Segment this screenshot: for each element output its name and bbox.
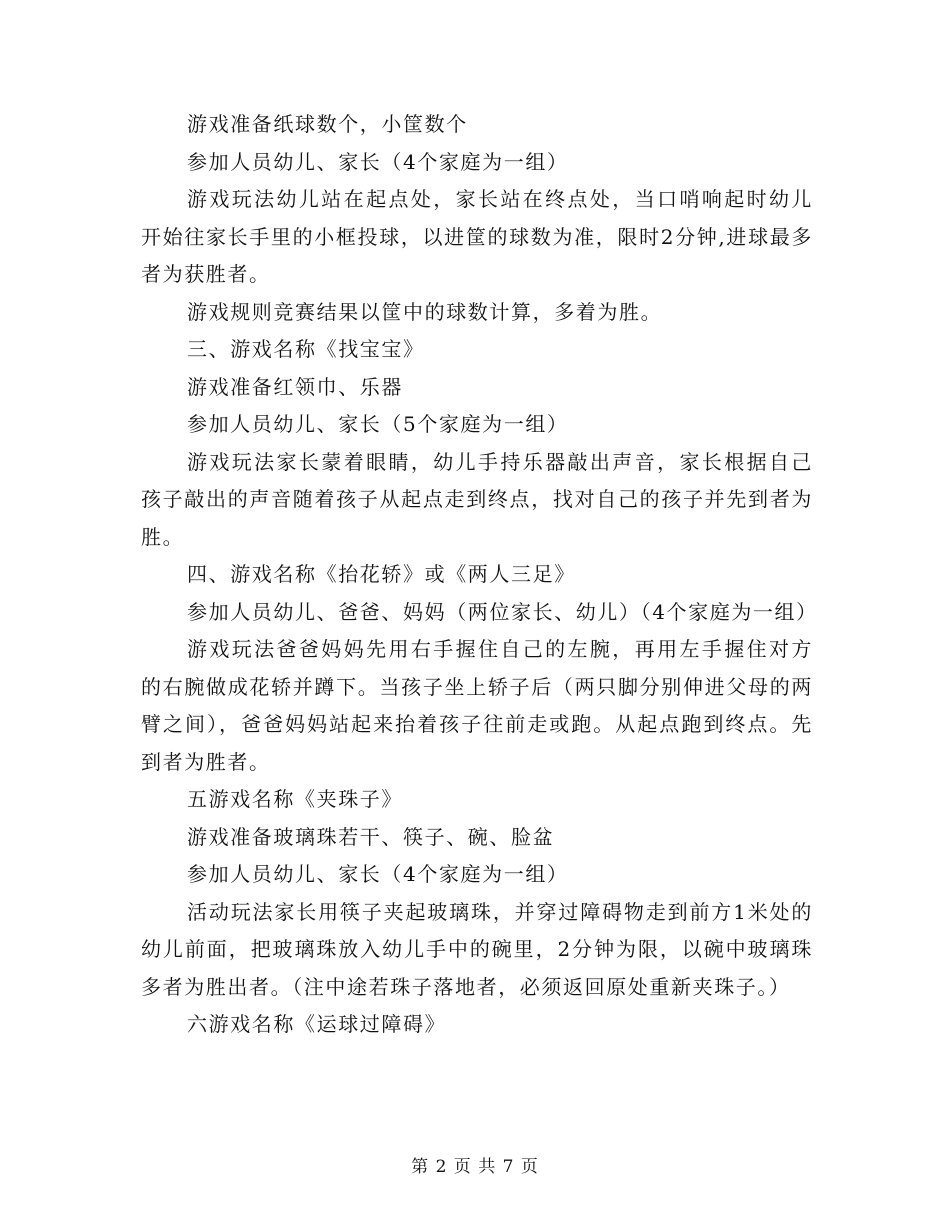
section-heading-ball-obstacle: 六游戏名称《运球过障碍》 bbox=[187, 1012, 447, 1036]
section-heading-pick-beads: 五游戏名称《夹珠子》 bbox=[187, 787, 403, 811]
paragraph-participants-parents: 参加人员幼儿、爸爸、妈妈（两位家长、幼儿）（4个家庭为一组） bbox=[187, 599, 818, 624]
paragraph-game-prep-paper-balls: 游戏准备纸球数个，小筐数个 bbox=[187, 112, 468, 136]
paragraph-game-play-throw-balls: 游戏玩法幼儿站在起点处，家长站在终点处，当口哨响起时幼儿开始往家长手里的小框投球，以进筐的球数为准，限时2分钟,进球最多者为获胜者。 bbox=[141, 187, 813, 286]
page-number-footer: 第 2 页 共 7 页 bbox=[411, 1157, 539, 1177]
paragraph-game-rules: 游戏规则竞赛结果以筐中的球数计算，多着为胜。 bbox=[187, 299, 663, 324]
section-heading-find-baby: 三、游戏名称《找宝宝》 bbox=[187, 337, 425, 361]
paragraph-game-play-blindfold: 游戏玩法家长蒙着眼睛，幼儿手持乐器敲出声音，家长根据自己孩子敲出的声音随着孩子从起点走到终点，找对自己的孩子并先到者为胜。 bbox=[141, 449, 813, 549]
document-body bbox=[141, 106, 818, 1044]
paragraph-game-play-sedan: 游戏玩法爸爸妈妈先用右手握住自己的左腕，再用左手握住对方的右腕做成花轿并蹲下。当孩子坐上轿子后（两只脚分别伸进父母的两臂之间），爸爸妈妈站起来抬着孩子往前走或跑。从起点跑到终点。先到者为胜者。 bbox=[141, 637, 813, 774]
paragraph-participants-4-families: 参加人员幼儿、家长（4个家庭为一组） bbox=[187, 149, 569, 174]
section-heading-carry-sedan: 四、游戏名称《抬花轿》或《两人三足》 bbox=[187, 562, 576, 586]
paragraph-activity-play-beads: 活动玩法家长用筷子夹起玻璃珠，并穿过障碍物走到前方1米处的幼儿前面，把玻璃珠放入幼儿手中的碗里，2分钟为限，以碗中玻璃珠多者为胜出者。（注中途若珠子落地者，必须返回原处重新夹珠子。） bbox=[141, 899, 813, 999]
paragraph-game-prep-beads: 游戏准备玻璃珠若干、筷子、碗、脸盆 bbox=[187, 824, 555, 849]
paragraph-participants-4-families-2: 参加人员幼儿、家长（4个家庭为一组） bbox=[187, 862, 569, 886]
paragraph-game-prep-scarf: 游戏准备红领巾、乐器 bbox=[187, 374, 403, 399]
paragraph-participants-5-families: 参加人员幼儿、家长（5个家庭为一组） bbox=[187, 412, 569, 436]
